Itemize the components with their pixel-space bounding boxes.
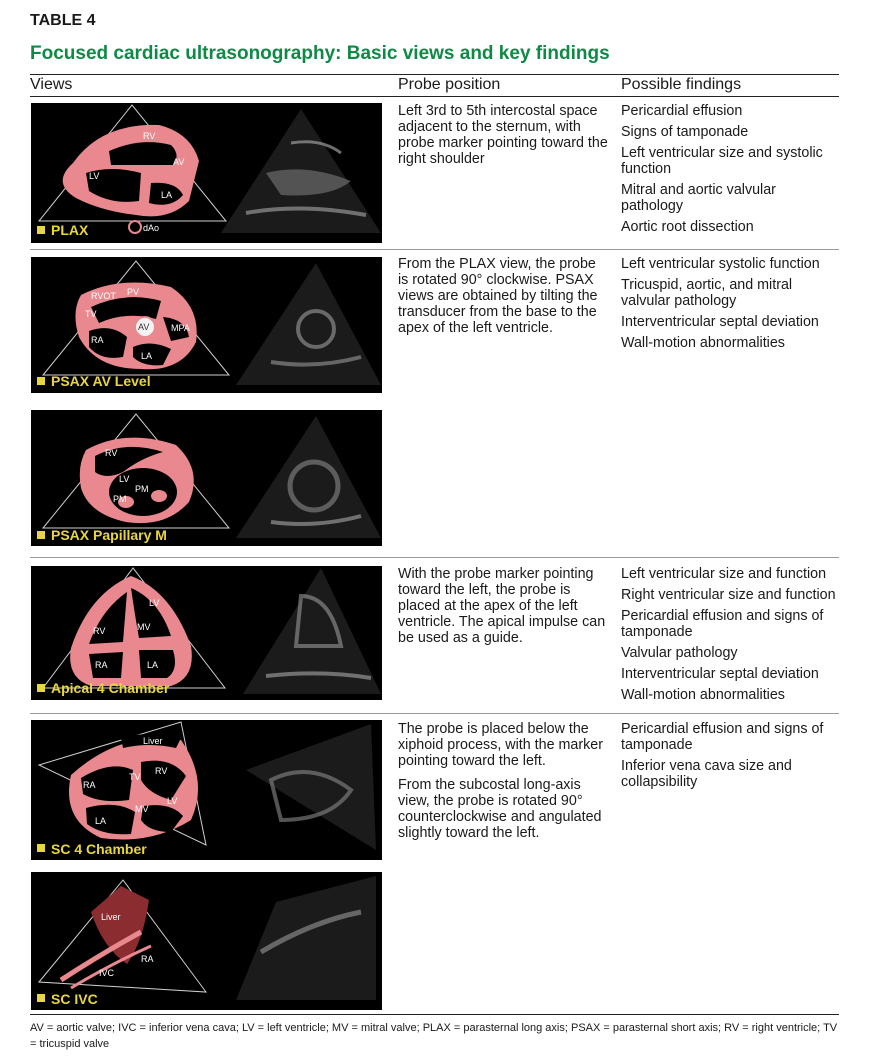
plax-label-rv: RV [143,131,156,141]
findings-apical: Left ventricular size and function Right ventricular size and function Pericardial effusion and signs of tamponade Valvular pathology Interventricular septal deviation Wall-motion abnormalities [621,566,836,703]
psax-av-label-mpa: MPA [171,323,190,333]
view-panel-psax-av-level [31,257,382,393]
apical-label-rv: RV [93,626,106,636]
sc4-label-ra: RA [83,780,96,790]
psax-pm-label-pm1: PM [113,494,127,504]
psax-pm-label-lv: LV [119,474,130,484]
caption-marker [37,377,45,385]
table-label: TABLE 4 [30,12,96,29]
psax-av-label-pv: PV [127,287,140,297]
psax-av-label-tv: TV [85,309,97,319]
findings-subcostal: Pericardial effusion and signs of tamponade Inferior vena cava size and collapsibility [621,721,824,790]
sc4-label-rv: RV [155,766,168,776]
probe-position-apical: With the probe marker pointing toward the left, the probe is placed at the apex of the left ventricle. The apical impulse can be used as a guide. [398,566,606,646]
psax-pm-label-pm2: PM [135,484,149,494]
psax-av-label-av: AV [138,322,150,332]
plax-label-la: LA [161,190,173,200]
plax-label-av: AV [173,157,185,167]
table-title: Focused cardiac ultrasonography: Basic views and key findings [30,43,610,64]
ivc-label-ivc: IVC [99,968,115,978]
header-rule-bottom [30,96,839,97]
view-panel-psax-papillary [31,410,382,546]
column-header-views: Views [30,76,73,93]
panel-caption-apical-4-chamber: Apical 4 Chamber [51,680,170,696]
plax-label-dao: dAo [143,223,160,233]
apical-label-la: LA [147,660,159,670]
panel-caption-psax-papillary: PSAX Papillary M [51,527,167,543]
sc4-label-lv: LV [167,796,178,806]
panel-caption-sc-4-chamber: SC 4 Chamber [51,841,147,857]
sc4-label-liver: Liver [143,736,163,746]
heart-diagram [63,125,199,216]
ivc-label-ra: RA [141,954,154,964]
table-bottom-rule [30,1014,839,1015]
panel-caption-sc-ivc: SC IVC [51,991,98,1007]
apical-label-mv: MV [137,622,151,632]
apical-label-lv: LV [149,598,160,608]
column-header-possible-findings: Possible findings [621,76,742,93]
sc4-label-tv: TV [129,772,141,782]
panel-caption-plax: PLAX [51,222,89,238]
psax-av-label-ra: RA [91,335,104,345]
column-header-probe-position: Probe position [398,76,501,93]
findings-plax: Pericardial effusion Signs of tamponade Left ventricular size and systolic function Mitral and aortic valvular pathology Aortic root dissection [621,103,823,235]
ultrasound-sector [236,416,381,538]
view-panel-sc-4-chamber [31,720,382,860]
sc4-label-mv: MV [135,804,149,814]
table-footnote: AV = aortic valve; IVC = inferior vena cava; LV = left ventricle; MV = mitral valve; PLAX = parasternal long axis; PSAX = parasternal short axis; RV = right ventricle; TV = tricuspid valve [30,1022,838,1050]
probe-position-subcostal: The probe is placed below the xiphoid process, with the marker pointing toward the left. From the subcostal long-axis view, the probe is rotated 90° counterclockwise and angulated slightly toward the left. [398,721,604,841]
panel-caption-psax-av-level: PSAX AV Level [51,373,151,389]
psax-pm-label-rv: RV [105,448,118,458]
row-divider [30,249,839,250]
caption-marker [37,531,45,539]
caption-marker [37,994,45,1002]
caption-marker [37,684,45,692]
findings-psax: Left ventricular systolic function Tricuspid, aortic, and mitral valvular pathology Interventricular septal deviation Wall-motion abnormalities [621,256,820,351]
view-panel-sc-ivc [31,872,382,1010]
ultrasound-sector [246,724,376,850]
plax-label-lv: LV [89,171,100,181]
psax-av-label-la: LA [141,351,153,361]
probe-position-plax: Left 3rd to 5th intercostal space adjacent to the sternum, with probe marker pointing toward the right shoulder [398,103,608,167]
row-divider [30,557,839,558]
view-panel-plax [31,103,382,243]
apical-label-ra: RA [95,660,108,670]
sc4-label-la: LA [95,816,107,826]
header-rule-top [30,74,839,75]
ultrasound-sector [236,263,381,385]
probe-position-psax: From the PLAX view, the probe is rotated 90° clockwise. PSAX views are obtained by tilting the transducer from the base to the apex of the left ventricle. [398,256,598,336]
ultrasound-sector [236,876,376,1000]
ivc-label-liver: Liver [101,912,121,922]
caption-marker [37,844,45,852]
psax-av-label-rvot: RVOT [91,291,116,301]
row-divider [30,713,839,714]
caption-marker [37,226,45,234]
view-panel-apical-4-chamber [31,566,382,700]
